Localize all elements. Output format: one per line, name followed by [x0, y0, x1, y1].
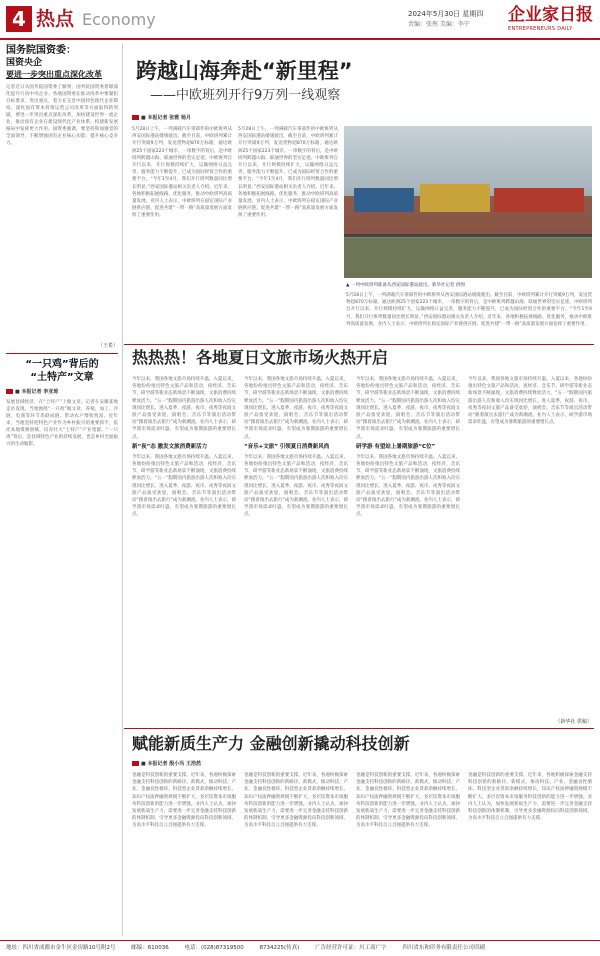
third-byline: ■ 本报记者 殷小冯 王浩然 [132, 760, 201, 768]
footer-ad-license: 广告经营许可证：川工商广字 [315, 945, 387, 951]
footer-address: 地址：四川省成都市金牛区金房路10号附2号 [6, 945, 116, 951]
left-column [6, 44, 118, 849]
second-headline: 热热热！各地夏日文旅市场火热开启 [132, 348, 389, 367]
second-subhead-1: 新“夜”态 激发文旅消费新活力 [132, 443, 208, 450]
third-body-col3: 金融是科技创新的重要支撑。近年来，各地积极探索金融支持科技创新的新路径、新模式，推动科技、产业、金融良性循环。科技型企业贷款余额持续增长，知识产权质押融资规模不断扩大，多层次资本市场服务科技创新的能力进一步增强。业内人士认为，加快发展新质生产力，需要进一步完善金融支持科技创新的体制机制，引导更多金融资源投向科技创新领域，为高水平科技自立自强提供有力支撑。 [356, 773, 460, 829]
left-story1-body: 记者近日从国务院国资委了解到，国务院国资委着眼深化提升行动中央企业、各地国资委在推动改革中要紧扣目标要求，突出重点，着力在完善中国特色现代企业制度、深化国有资本投资运营公司改革等方面取得新突破。要进一步突出重点深化改革，加快建设世界一流企业，推动国有企业在建设现代化产业体系、构建新发展格局中发挥更大作用。国资委强调，要坚持和加强党的全面领导，不断增强国有企业核心功能、提升核心竞争力。 [6, 85, 118, 146]
main-body-col2: 5月28日上午，一列满载汽车零部件的中欧班列从西安国际港站缓缓驶出。截至目前，中欧班列累计开行突破9万列，发送货物超870万标箱，通达欧洲25个国家223个城市。一串数字的背后，是中欧班列跨越山海、联通世界的坚实足迹。中欧班列自开行以来，开行规模持续扩大，运输网络日益完善，服务能力不断提升，已成为国际经贸合作的重要平台。“今年1至4月，我们开行班列数量同比增长明显。”西安国际港站相关负责人介绍。近年来，各地积极拓展线路、优化服务，推动中欧班列高质量发展。业内人士表示，中欧班列在稳定国际产业链供应链、促进共建“一带一路”高质量发展方面发挥了重要作用。 [238, 127, 338, 219]
second-body-col1: 今年以来，我国各地文旅市场持续升温。入夏以来，各地纷纷推出特色文旅产品和活动，夜经济、音乐节、研学游等新业态新场景不断涌现，文旅消费持续释放活力。“五一”假期国内旅游出游人次和收入均实现同比增长。进入夏季，夜游、夜市、夜秀等夜间文旅产品备受欢迎，演唱会、音乐节等演出活动带动“跟着演出去旅行”成为新潮流。业内人士表示，研学游市场需求旺盛，有望成为暑期旅游的重要增长点。 新“夜”态 激发文旅消费新活力 今年以来，我国各地文旅市场持续升温。入夏以来，各地纷纷推出特色文旅产品和活动，夜经济、音乐节、研学游等新业态新场景不断涌现，文旅消费持续释放活力。“五一”假期国内旅游出游人次和收入均实现同比增长。进入夏季，夜游、夜市、夜秀等夜间文旅产品备受欢迎，演唱会、音乐节等演出活动带动“跟着演出去旅行”成为新潮流。业内人士表示，研学游市场需求旺盛，有望成为暑期旅游的重要增长点。 [132, 377, 236, 518]
main-headline: 跨越山海奔赴“新里程” [136, 59, 353, 83]
left-story1-title: 国务院国资委： [6, 45, 76, 56]
main-subheadline: ——中欧班列开行9万列一线观察 [150, 88, 341, 103]
section-title-en: Economy [82, 10, 156, 29]
left-story2-title: “一只鸡”背后的 [25, 359, 99, 370]
left-story2-body: 发展县域经济，在“土特产”上做文章。记者在安徽某地走访发现，当地围绕“一只鸡”做文章，养殖、加工、冷链、电商等环节串联成链，带动农户增收致富。近年来，当地坚持把特色产业作为乡村振兴的重要抓手，依托本地资源禀赋，培育壮大“土特产”产业集群。“一只鸡”背后，是县域特色产业的持续发展，也是乡村全面振兴的生动缩影。 [6, 400, 118, 447]
section-title: 热点 [36, 8, 75, 30]
third-headline: 赋能新质生产力 金融创新撬动科技创新 [132, 734, 410, 753]
main-body-col3: 5月28日上午，一列满载汽车零部件的中欧班列从西安国际港站缓缓驶出。截至目前，中欧班列累计开行突破9万列，发送货物超870万标箱，通达欧洲25个国家223个城市。一串数字的背后，是中欧班列跨越山海、联通世界的坚实足迹。中欧班列自开行以来，开行规模持续扩大，运输网络日益完善，服务能力不断提升，已成为国际经贸合作的重要平台。“今年1至4月，我们开行班列数量同比增长明显。”西安国际港站相关负责人介绍。近年来，各地积极拓展线路、优化服务，推动中欧班列高质量发展。业内人士表示，中欧班列在稳定国际产业链供应链、促进共建“一带一路”高质量发展方面发挥了重要作用。 [346, 293, 592, 327]
left-separator [6, 353, 118, 354]
left-story1-byline: （王希） [97, 343, 118, 349]
second-body-col4: 今年以来，我国各地文旅市场持续升温。入夏以来，各地纷纷推出特色文旅产品和活动，夜经济、音乐节、研学游等新业态新场景不断涌现，文旅消费持续释放活力。“五一”假期国内旅游出游人次和收入均实现同比增长。进入夏季，夜游、夜市、夜秀等夜间文旅产品备受欢迎，演唱会、音乐节等演出活动带动“跟着演出去旅行”成为新潮流。业内人士表示，研学游市场需求旺盛，有望成为暑期旅游的重要增长点。 [468, 377, 592, 426]
column-divider [122, 44, 123, 936]
train-photo [344, 126, 592, 278]
byline-marker-icon [132, 115, 139, 120]
byline-marker-icon [6, 389, 13, 394]
second-body-col2: 今年以来，我国各地文旅市场持续升温。入夏以来，各地纷纷推出特色文旅产品和活动，夜经济、音乐节、研学游等新业态新场景不断涌现，文旅消费持续释放活力。“五一”假期国内旅游出游人次和收入均实现同比增长。进入夏季，夜游、夜市、夜秀等夜间文旅产品备受欢迎，演唱会、音乐节等演出活动带动“跟着演出去旅行”成为新潮流。业内人士表示，研学游市场需求旺盛，有望成为暑期旅游的重要增长点。 “音乐+文旅” 引领夏日消费新风尚 今年以来，我国各地文旅市场持续升温。入夏以来，各地纷纷推出特色文旅产品和活动，夜经济、音乐节、研学游等新业态新场景不断涌现，文旅消费持续释放活力。“五一”假期国内旅游出游人次和收入均实现同比增长。进入夏季，夜游、夜市、夜秀等夜间文旅产品备受欢迎，演唱会、音乐节等演出活动带动“跟着演出去旅行”成为新潮流。业内人士表示，研学游市场需求旺盛，有望成为暑期旅游的重要增长点。 [244, 377, 348, 518]
second-body-col3: 今年以来，我国各地文旅市场持续升温。入夏以来，各地纷纷推出特色文旅产品和活动，夜经济、音乐节、研学游等新业态新场景不断涌现，文旅消费持续释放活力。“五一”假期国内旅游出游人次和收入均实现同比增长。进入夏季，夜游、夜市、夜秀等夜间文旅产品备受欢迎，演唱会、音乐节等演出活动带动“跟着演出去旅行”成为新潮流。业内人士表示，研学游市场需求旺盛，有望成为暑期旅游的重要增长点。 研学游 有望站上暑期旅游“C位” 今年以来，我国各地文旅市场持续升温。入夏以来，各地纷纷推出特色文旅产品和活动，夜经济、音乐节、研学游等新业态新场景不断涌现，文旅消费持续释放活力。“五一”假期国内旅游出游人次和收入均实现同比增长。进入夏季，夜游、夜市、夜秀等夜间文旅产品备受欢迎，演唱会、音乐节等演出活动带动“跟着演出去旅行”成为新潮流。业内人士表示，研学游市场需求旺盛，有望成为暑期旅游的重要增长点。 [356, 377, 460, 518]
second-credit: （新华社 供稿） [555, 719, 592, 725]
footer-phone: 电话：(028)87319500 [184, 945, 244, 951]
second-subhead-2: “音乐+文旅” 引领夏日消费新风尚 [244, 443, 330, 450]
editors-line: 责编：张彤 美编：李宁 [408, 21, 470, 28]
page-footer [0, 940, 600, 956]
third-body-col4: 金融是科技创新的重要支撑。近年来，各地积极探索金融支持科技创新的新路径、新模式，推动科技、产业、金融良性循环。科技型企业贷款余额持续增长，知识产权质押融资规模不断扩大，多层次资本市场服务科技创新的能力进一步增强。业内人士认为，加快发展新质生产力，需要进一步完善金融支持科技创新的体制机制，引导更多金融资源投向科技创新领域，为高水平科技自立自强提供有力支撑。 [468, 773, 592, 822]
third-body-col1: 金融是科技创新的重要支撑。近年来，各地积极探索金融支持科技创新的新路径、新模式，推动科技、产业、金融良性循环。科技型企业贷款余额持续增长，知识产权质押融资规模不断扩大，多层次资本市场服务科技创新的能力进一步增强。业内人士认为，加快发展新质生产力，需要进一步完善金融支持科技创新的体制机制，引导更多金融资源投向科技创新领域，为高水平科技自立自强提供有力支撑。 [132, 773, 236, 829]
photo-caption: ▲ 一列中欧班列准备从西安国际港站驶出。新华社记者 供图 [346, 283, 465, 288]
newspaper-logo-en: ENTREPRENEURS DAILY [508, 26, 573, 32]
newspaper-logo: 企业家日报 [508, 5, 593, 25]
left-story1-subtitle2: 要进一步突出重点深化改革 [6, 70, 102, 79]
section-rule-1 [124, 344, 594, 345]
issue-date: 2024年5月30日 星期四 [408, 10, 484, 18]
footer-fax: 8734225(传真) [259, 945, 300, 951]
left-story1-subtitle: 国资央企 [6, 58, 43, 68]
page-header [0, 0, 600, 40]
page-number: 4 [6, 6, 32, 32]
second-subhead-3: 研学游 有望站上暑期旅游“C位” [356, 443, 436, 450]
left-story2-byline: ■ 本报记者 李亚琼 [6, 388, 118, 396]
main-byline: ■ 本报记者 张雅 杨月 [132, 114, 191, 122]
footer-printer: 四川省东和印务有限责任公司印刷 [402, 945, 485, 951]
footer-zip: 邮编：610036 [131, 945, 169, 951]
left-story2-subtitle: “土特产”文章 [30, 372, 94, 383]
byline-marker-icon [132, 761, 139, 766]
third-body-col2: 金融是科技创新的重要支撑。近年来，各地积极探索金融支持科技创新的新路径、新模式，推动科技、产业、金融良性循环。科技型企业贷款余额持续增长，知识产权质押融资规模不断扩大，多层次资本市场服务科技创新的能力进一步增强。业内人士认为，加快发展新质生产力，需要进一步完善金融支持科技创新的体制机制，引导更多金融资源投向科技创新领域，为高水平科技自立自强提供有力支撑。 [244, 773, 348, 829]
section-rule-2 [124, 728, 594, 729]
main-body-col1: 5月28日上午，一列满载汽车零部件的中欧班列从西安国际港站缓缓驶出。截至目前，中欧班列累计开行突破9万列，发送货物超870万标箱，通达欧洲25个国家223个城市。一串数字的背后，是中欧班列跨越山海、联通世界的坚实足迹。中欧班列自开行以来，开行规模持续扩大，运输网络日益完善，服务能力不断提升，已成为国际经贸合作的重要平台。“今年1至4月，我们开行班列数量同比增长明显。”西安国际港站相关负责人介绍。近年来，各地积极拓展线路、优化服务，推动中欧班列高质量发展。业内人士表示，中欧班列在稳定国际产业链供应链、促进共建“一带一路”高质量发展方面发挥了重要作用。 [132, 127, 232, 219]
